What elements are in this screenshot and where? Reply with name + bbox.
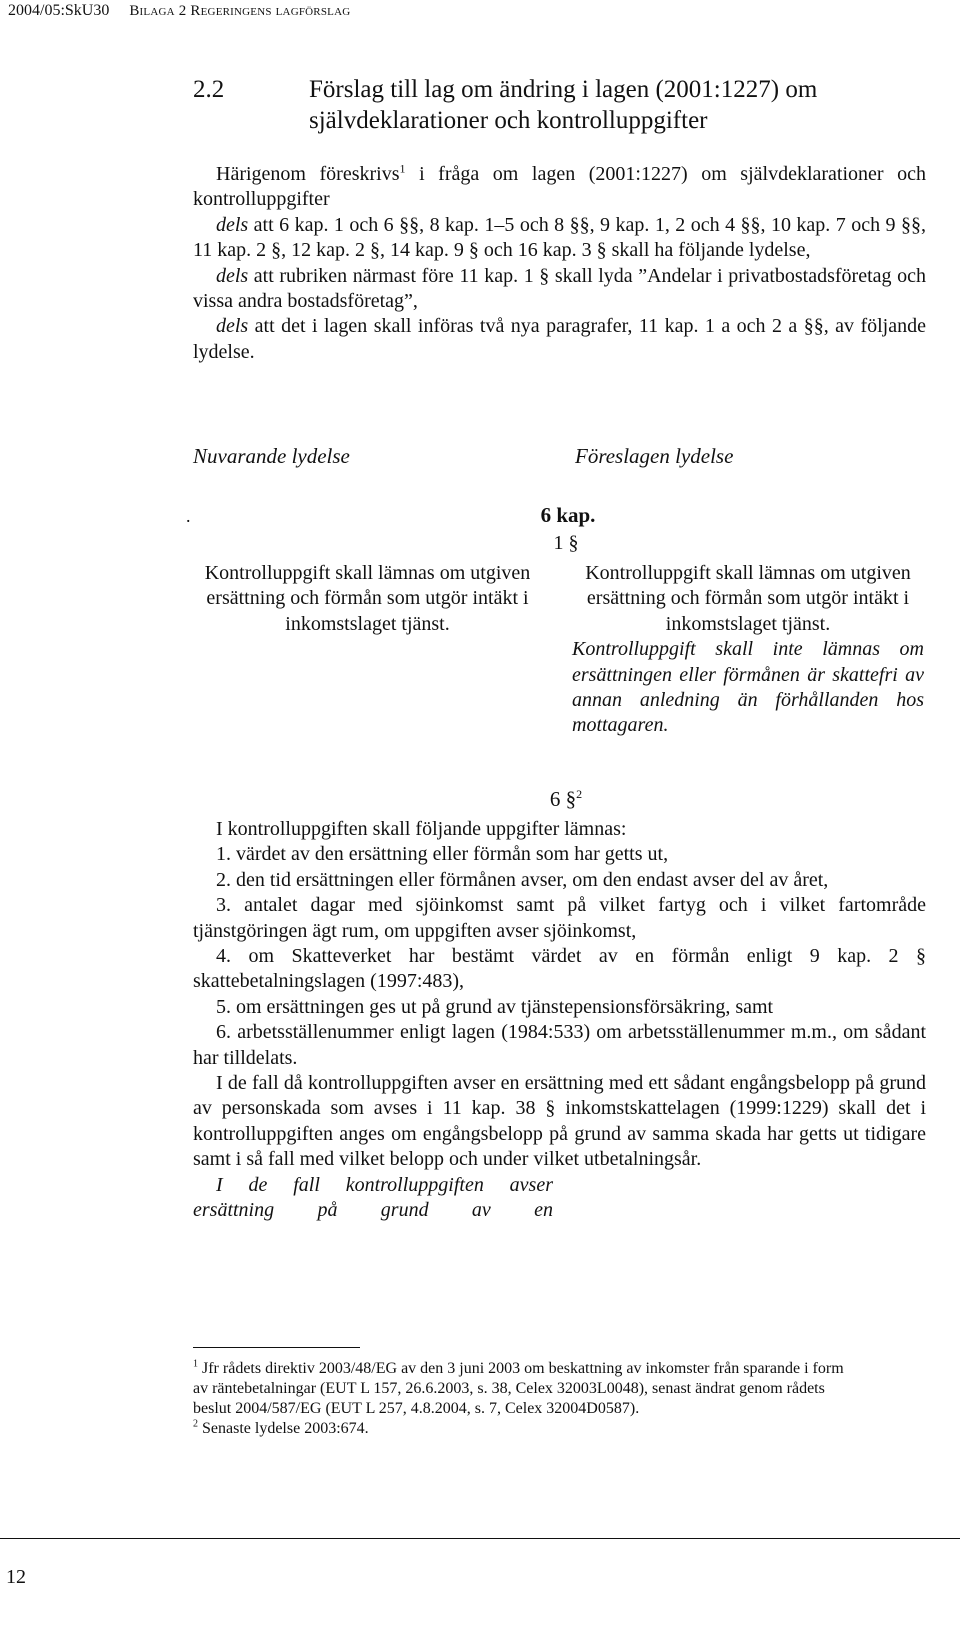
section-6-label: 6 §$^2$ xyxy=(549,787,583,811)
proposed-wording-header: Föreslagen lydelse xyxy=(575,444,734,468)
running-head xyxy=(8,2,350,20)
list-item: 3. antalet dagar med sjöinkomst samt på vilket fartyg och i vilket fartområde tjänstgöringen ägt rum, om uppgiften avser sjöinkomst, xyxy=(193,894,926,942)
footnotes xyxy=(193,1359,853,1439)
list-item: 1. värdet av den ersättning eller förmån som har getts ut, xyxy=(216,843,669,866)
intro-paragraph: Härigenom föreskrivs$^1$ i fråga om lagen (2001:1227) om självdeklarationer och kontrolluppgifter xyxy=(193,161,926,211)
section-6-paragraph: I de fall då kontrolluppgiften avser en ersättning med ett sådant engångsbelopp på grund av personskada som avses i 11 kap. 38 § inkomstskattelagen (1999:1229) skall det i kontrolluppgiften anges om engångsbelopp på grund av samma skada har getts ut tidigare samt i så fall med vilket belopp och under vilket utbetalningsår. xyxy=(193,1072,926,1171)
list-item: 6. arbetsställenummer enligt lagen (1984:533) om arbetsställenummer m.m., om sådant har tilldelats. xyxy=(193,1021,926,1069)
dels-clause-3: dels att det i lagen skall införas två nya paragrafer, 11 kap. 1 a och 2 a §§, av följande lydelse. xyxy=(193,315,926,363)
current-wording-text: Kontrolluppgift skall lämnas om utgiven ersättning och förmån som utgör intäkt i inkomstslaget tjänst. xyxy=(204,562,531,635)
proposed-wording-text: Kontrolluppgift skall lämnas om utgiven ersättning och förmån som utgör intäkt i inkomstslaget tjänst. xyxy=(585,562,911,635)
page-divider xyxy=(0,1538,960,1539)
section-label: Regeringens lagförslag xyxy=(190,3,351,19)
heading-title: Förslag till lag om ändring i lagen (2001:1227) om självdeklarationer och kontrolluppgifter xyxy=(309,76,818,134)
chapter-label: 6 kap. xyxy=(540,503,596,527)
proposed-wording-column xyxy=(572,561,924,739)
dels-clause-2: dels att rubriken närmast före 11 kap. 1 § skall lyda ”Andelar i privatbostadsföretag och vissa andra bostadsföretag”, xyxy=(193,264,926,313)
section-6-body xyxy=(193,817,926,1224)
stray-mark: . xyxy=(186,506,191,526)
footnote-1: $^1$ Jfr rådets direktiv 2003/48/EG av den 3 juni 2003 om beskattning av inkomster från sparande i form av räntebetalningar (EUT L 157, 26.6.2003, s. 38, Celex 32003L0048), senast ändrat genom rådets beslut 2004/587/EG (EUT L 257, 4.8.2004, s. 7, Celex 32004D0587). xyxy=(193,1358,844,1417)
section-1-label: 1 § xyxy=(553,532,579,554)
intro-text xyxy=(193,162,926,365)
list-item: 2. den tid ersättningen eller förmånen avser, om den endast avser del av året, xyxy=(216,868,829,891)
list-item: 4. om Skatteverket har bestämt värdet av en förmån enligt 9 kap. 2 § skattebetalningslagen (1997:483), xyxy=(193,945,926,993)
document-code: 2004/05:SkU30 xyxy=(8,2,110,19)
section-heading xyxy=(193,74,933,136)
dels-clause-1: dels att 6 kap. 1 och 6 §§, 8 kap. 1–5 och 8 §§, 9 kap. 1, 2 och 4 §§, 10 kap. 7 och 9 §§, 11 kap. 2 §, 12 kap. 2 §, 14 kap. 9 § och 16 kap. 3 § skall ha följande lydelse, xyxy=(193,213,926,262)
footnote-2: $^2$ Senaste lydelse 2003:674. xyxy=(193,1418,369,1437)
list-item: 5. om ersättningen ges ut på grund av tjänstepensionsförsäkring, samt xyxy=(216,995,774,1018)
footnote-divider xyxy=(193,1347,360,1348)
footnote-ref-1: 1 xyxy=(399,161,406,176)
section-6-intro: I kontrolluppgiften skall följande uppgifter lämnas: xyxy=(216,818,627,840)
heading-number: 2.2 xyxy=(193,76,225,103)
proposed-italic-start: I de fall kontrolluppgiften avser ersättning på grund av en xyxy=(193,1173,553,1222)
proposed-added-text: Kontrolluppgift skall inte lämnas om ersättningen eller förmånen är skattefri av annan anledning än förhållanden hos mottagaren. xyxy=(572,638,924,737)
footnote-ref-2: 2 xyxy=(576,787,583,801)
current-wording-header: Nuvarande lydelse xyxy=(193,444,350,468)
bilaga-label: Bilaga 2 xyxy=(129,3,187,19)
page-number: 12 xyxy=(6,1566,26,1588)
